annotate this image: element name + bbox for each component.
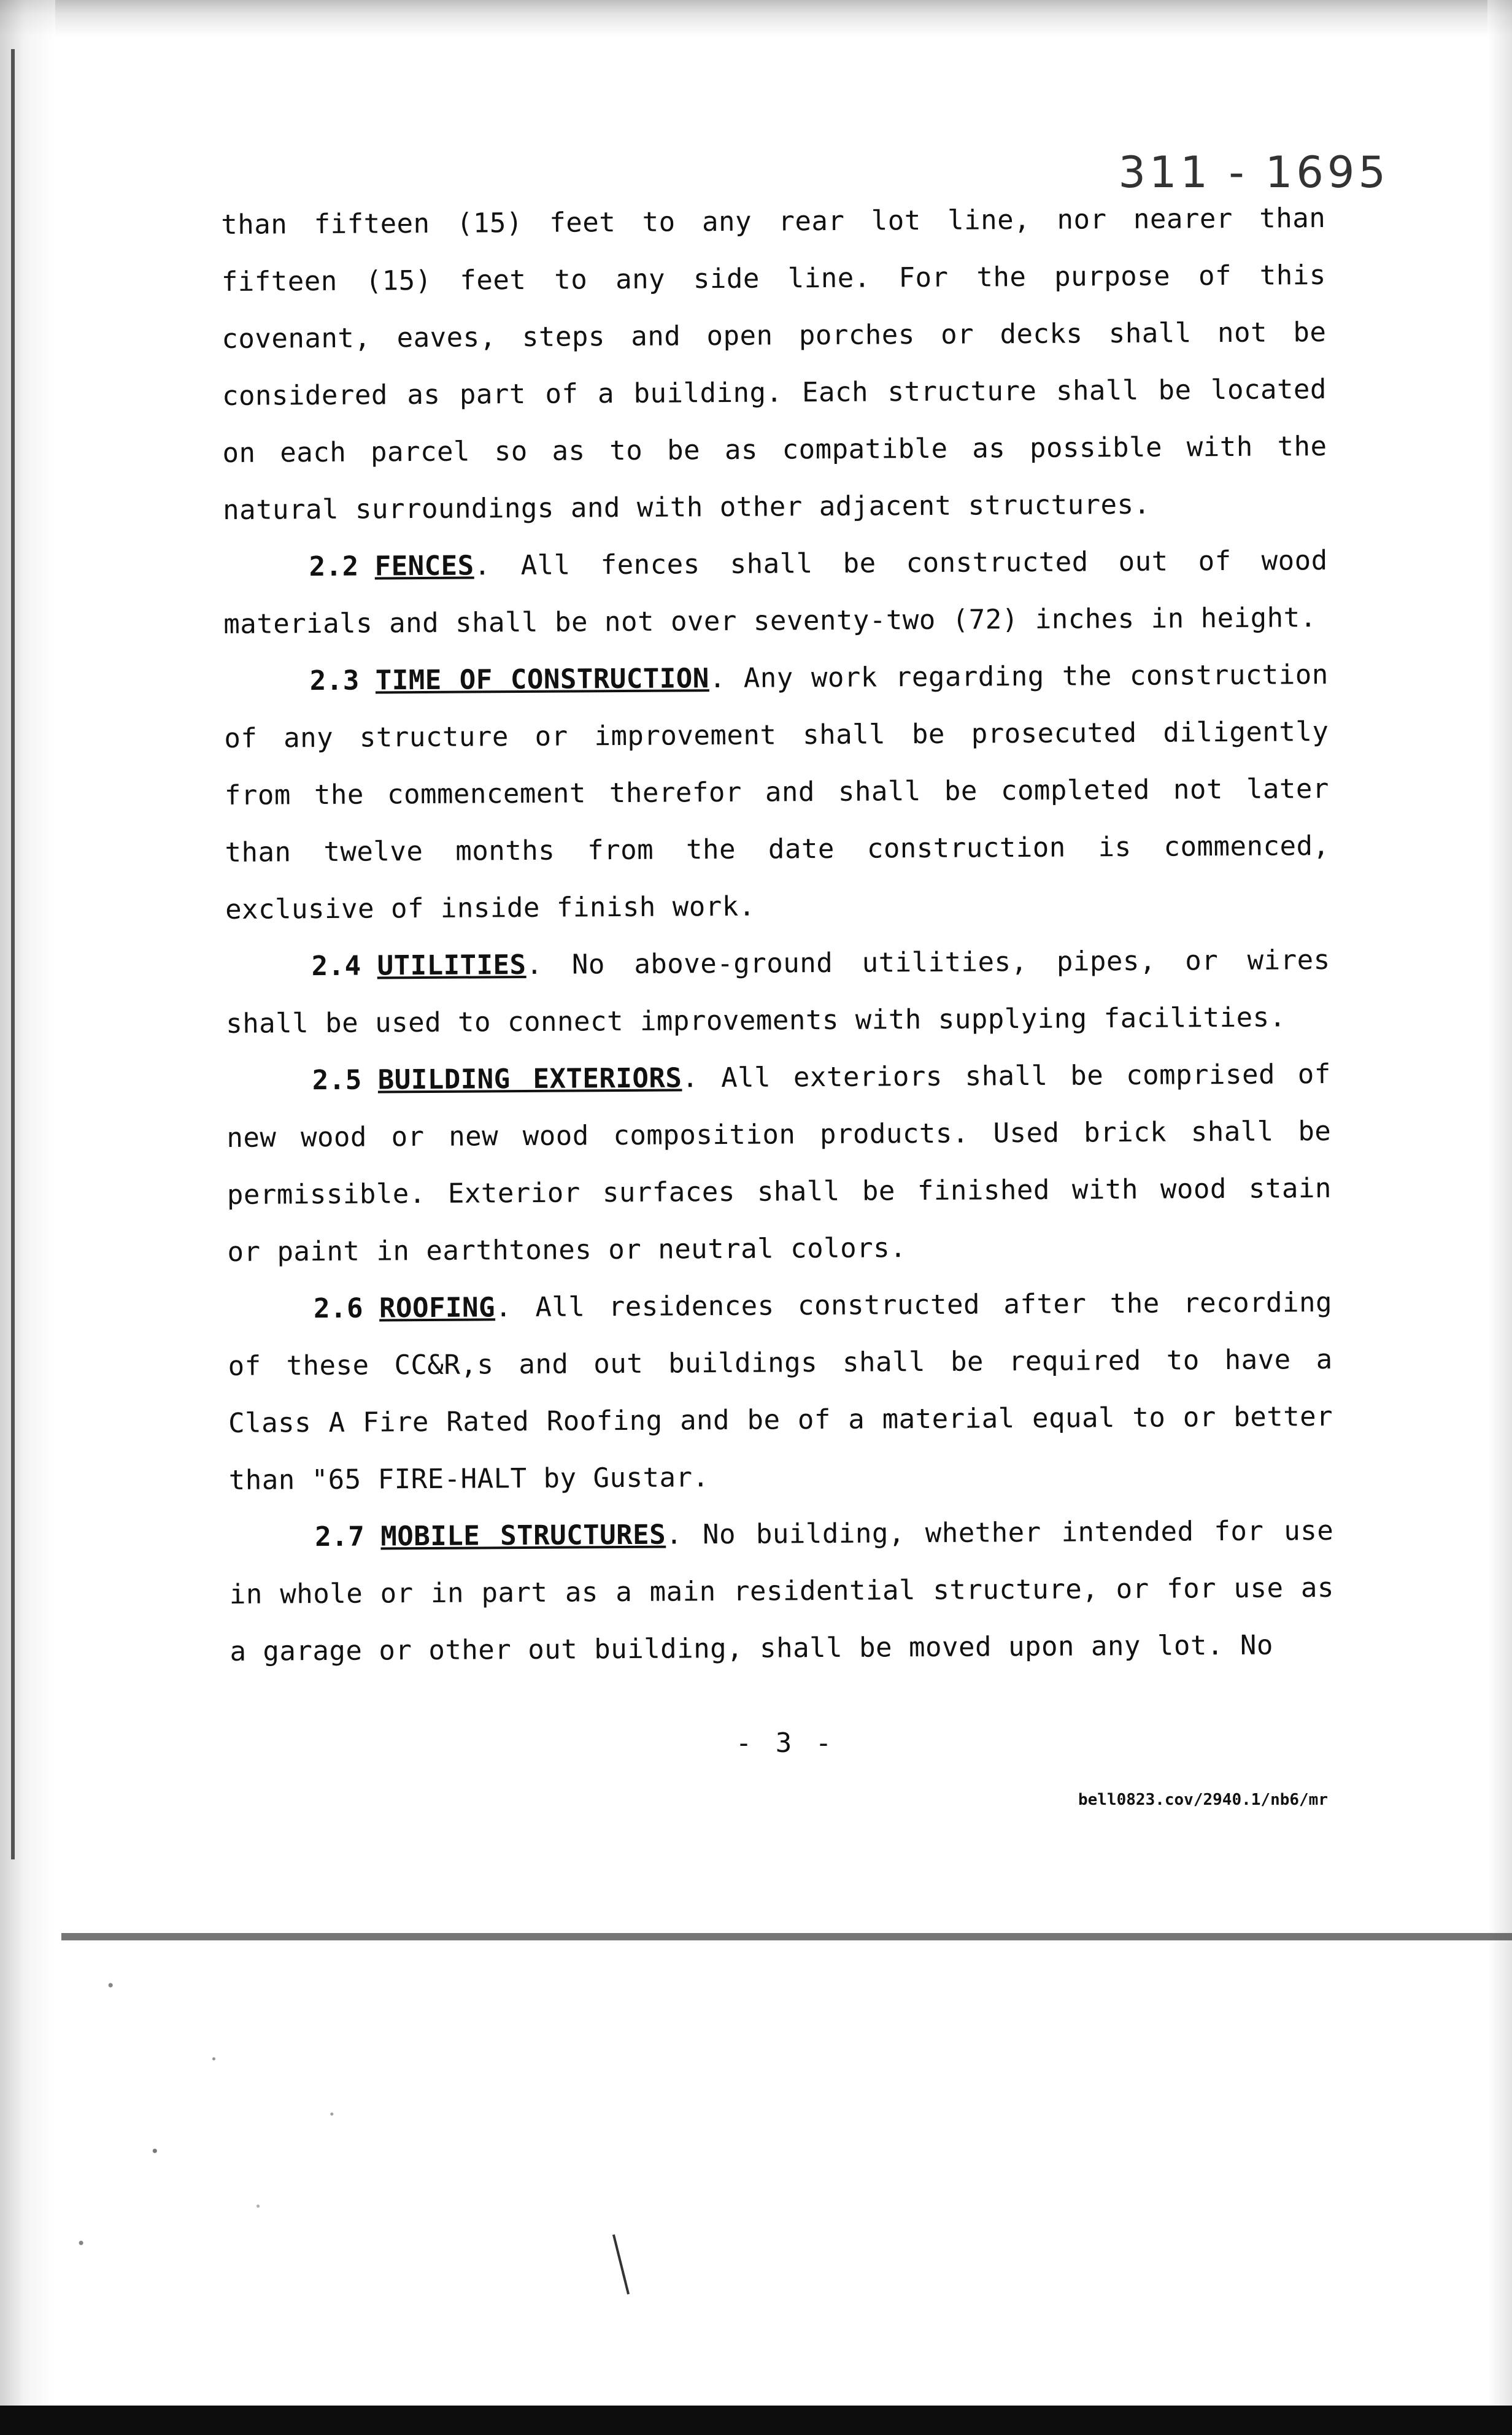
page-bottom-edge	[61, 1933, 1512, 1940]
scan-top-edge	[0, 0, 1512, 37]
document-body	[221, 190, 1335, 1680]
paragraph-continuation	[221, 190, 1327, 539]
section-heading: UTILITIES	[377, 949, 526, 982]
section-text: . All residences constructed after the recording of these CC&R,s and out buildings shall be required to have a Class A Fire Rated Roofing and be of a material equal to or better than "65 FIRE-HALT by Gustar.	[228, 1286, 1333, 1496]
section-heading: TIME OF CONSTRUCTION	[375, 663, 709, 697]
section-text: . Any work regarding the construction of any structure or improvement shall be prosecuted diligently from the commencement therefor and shall be completed not later than twelve months from the date construction is commenced, exclusive of inside finish work.	[224, 658, 1330, 925]
page-number: - 3 -	[735, 1727, 836, 1759]
section-fences	[223, 532, 1328, 653]
section-time-of-construction	[224, 646, 1330, 938]
scan-binding-line	[11, 49, 15, 1859]
section-heading: FENCES	[374, 550, 474, 582]
scan-speckle-area	[37, 1948, 1512, 2317]
section-roofing	[228, 1274, 1333, 1509]
section-number: 2.7	[315, 1521, 365, 1553]
section-mobile-structures	[229, 1502, 1335, 1680]
section-text: . No above-ground utilities, pipes, or wires shall be used to connect improvements with supplying facilities.	[226, 944, 1330, 1040]
scan-bottom-edge	[0, 2406, 1512, 2435]
section-utilities	[225, 932, 1330, 1052]
section-number: 2.6	[313, 1292, 364, 1325]
section-number: 2.4	[311, 950, 361, 982]
section-number: 2.5	[312, 1064, 362, 1097]
paragraph-text: than fifteen (15) feet to any rear lot line, nor nearer than fifteen (15) feet to any side line. For the purpose of this covenant, eaves, steps and open porches or decks shall not be considered as part of a building. Each structure shall be located on each parcel so as to be as compatible as possible with the natural surroundings and with other adjacent structures.	[221, 203, 1327, 526]
section-heading: MOBILE STRUCTURES	[380, 1519, 666, 1553]
section-number: 2.3	[309, 665, 360, 697]
section-heading: ROOFING	[379, 1292, 496, 1324]
section-text: . No building, whether intended for use in whole or in part as a main residential structure, or for use as a garage or other out building, shall be moved upon any lot. No	[229, 1515, 1335, 1667]
section-building-exteriors	[226, 1046, 1332, 1281]
section-number: 2.2	[309, 550, 359, 583]
book-page-number: 311 - 1695	[1118, 147, 1389, 198]
section-text: . All exteriors shall be comprised of new wood or new wood composition products. Used brick shall be permissible. Exterior surfaces shall be finished with wood stain or paint in earthtones or neutral colors.	[226, 1058, 1332, 1268]
section-heading: BUILDING EXTERIORS	[377, 1062, 682, 1096]
section-text: . All fences shall be constructed out of wood materials and shall be not over seventy-two (72) inches in height.	[223, 544, 1328, 640]
document-code: bell0823.cov/2940.1/nb6/mr	[1078, 1791, 1328, 1809]
